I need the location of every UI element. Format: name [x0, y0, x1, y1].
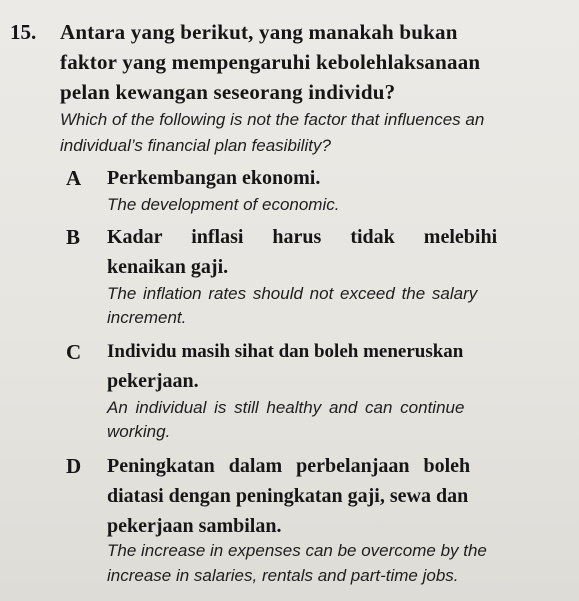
option-c-malay-line-2: pekerjaan. — [107, 370, 199, 392]
option-c-english-line-2: working. — [107, 422, 171, 441]
question-english-line-2: individual’s financial plan feasibility? — [60, 136, 331, 155]
option-c-letter: C — [66, 340, 82, 364]
question-malay-line-3: pelan kewangan seseorang individu? — [60, 80, 396, 104]
option-b-english-line-2: increment. — [107, 308, 187, 327]
option-b-malay-line-1: Kadar inflasi harus tidak melebihi — [107, 226, 498, 248]
option-b-english-line-1: The inflation rates should not exceed the salary — [107, 284, 478, 303]
question-malay-line-2: faktor yang mempengaruhi kebolehlaksanaan — [60, 50, 481, 74]
option-d-malay-line-3: pekerjaan sambilan. — [107, 515, 282, 537]
option-b-letter: B — [66, 225, 81, 249]
option-a-english-line-1: The development of economic. — [107, 195, 340, 214]
option-d-letter: D — [66, 454, 82, 478]
option-a-malay-line-1: Perkembangan ekonomi. — [107, 167, 321, 189]
option-c-malay-line-1: Individu masih sihat dan boleh meneruskan — [107, 341, 464, 362]
option-d-malay-line-2: diatasi dengan peningkatan gaji, sewa dan — [107, 485, 469, 507]
question-number: 15. — [10, 20, 37, 44]
option-d-english-line-1: The increase in expenses can be overcome by the — [107, 541, 487, 560]
option-c-english-line-1: An individual is still healthy and can continue — [107, 398, 465, 417]
question-malay-text-1: Antara yang berikut, yang manakah bukan — [60, 20, 458, 44]
option-d-malay-line-1: Peningkatan dalam perbelanjaan boleh — [107, 455, 471, 477]
option-d-english-line-2: increase in salaries, rentals and part-time jobs. — [107, 566, 459, 585]
option-a-letter: A — [66, 166, 82, 190]
question-malay-line-1 — [60, 20, 568, 45]
option-b-malay-line-2: kenaikan gaji. — [107, 256, 229, 278]
question-english-line-1: Which of the following is not the factor that influences an — [60, 110, 485, 129]
